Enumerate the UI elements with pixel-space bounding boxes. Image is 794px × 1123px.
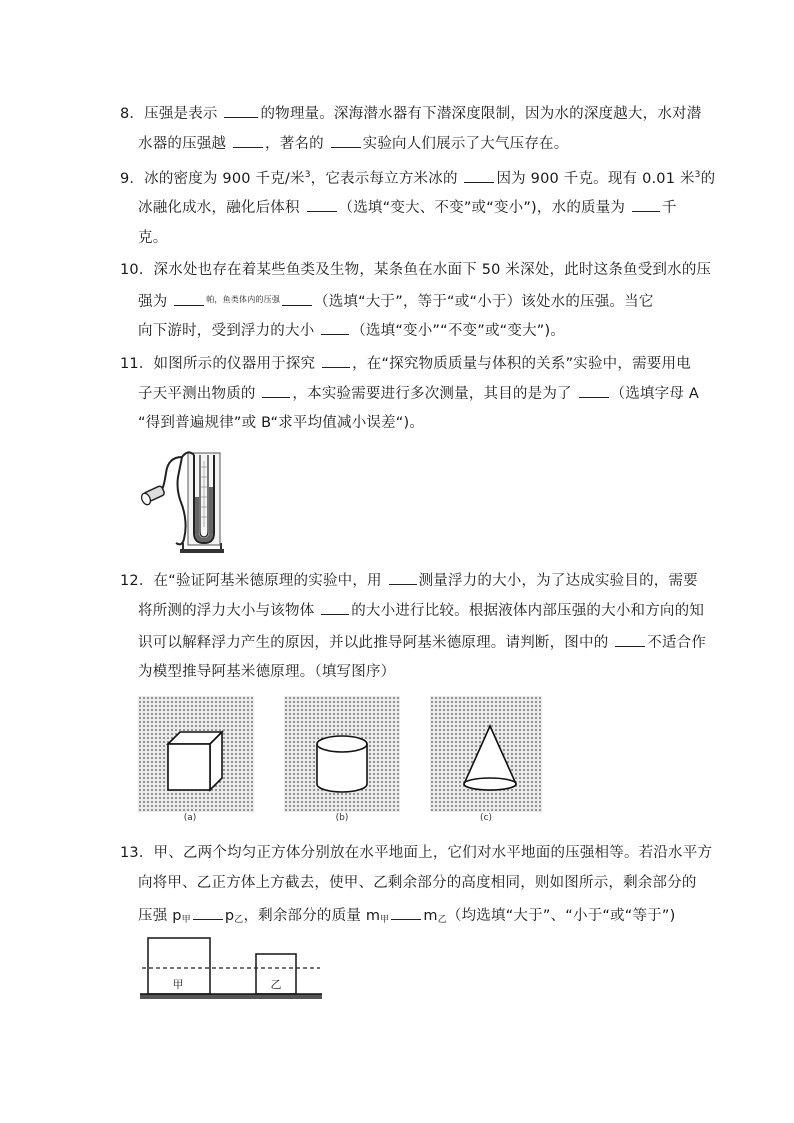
q9-line-3: 克。 (138, 230, 168, 246)
q12-line-2: 将所测的浮力大小与该物体 的大小进行比较。根据液体内部压强的大小和方向的知 (138, 600, 704, 621)
caption-c: (c) (480, 813, 492, 822)
answer-blank[interactable] (224, 103, 258, 118)
q10-line-3: 向下游时，受到浮力的大小 （选填“变小”“不变”或“变大”)。 (138, 320, 565, 341)
answer-blank[interactable] (389, 570, 417, 585)
answer-blank[interactable] (391, 905, 421, 920)
label-jia: 甲 (172, 978, 184, 991)
figure-panel-a (138, 696, 254, 822)
q11-line-3: “得到普遍规律”或 B“求平均值减小误差“)。 (138, 415, 425, 431)
q8-line-2: 水器的压强越 ，著名的 实验向人们展示了大气压存在。 (138, 133, 568, 154)
q12-line-1: 12．在“验证阿基米德原理的实验中，用 测量浮力的大小，为了达成实验目的，需要 (120, 570, 698, 591)
answer-blank[interactable] (632, 197, 660, 212)
figure-panel-c (430, 696, 542, 822)
q12-line-4: 为模型推导阿基米德原理。（填写图序） (138, 664, 396, 680)
cubes-figure (138, 934, 324, 1000)
answer-blank[interactable] (579, 383, 609, 398)
cube-figure (138, 696, 254, 822)
q9-line-1: 9．冰的密度为 900 千克/米$^3$，它表示每立方米冰的 因为 900 千克。现有 0.01 米$^3$的 (120, 170, 716, 187)
q13-line-1: 13．甲、乙两个均匀正方体分别放在水平地面上，它们对水平地面的压强相等。若沿水平方 (120, 845, 713, 861)
cylinder-figure (284, 696, 400, 822)
q10-line-2: 强为 $^{帕,鱼类体内的压强}$ （选填“大于”，等于“或“小于）该处水的压强。当它 (138, 290, 654, 312)
q12-line-3: 识可以解释浮力产生的原因，并以此推导阿基米德原理。请判断，图中的 不适合作 (138, 632, 706, 653)
answer-blank[interactable] (233, 133, 263, 148)
answer-blank[interactable] (322, 353, 350, 368)
q13-line-2: 向将甲、乙正方体上方截去，使甲、乙剩余部分的高度相同，则如图所示，剩余部分的 (138, 875, 697, 891)
manometer-figure (138, 447, 230, 557)
answer-blank[interactable] (193, 905, 223, 920)
caption-b: (b) (335, 813, 349, 822)
answer-blank[interactable] (321, 600, 349, 615)
q9-line-2: 冰融化成水，融化后体积 （选填“变大、不变”或“变小”)，水的质量为 千 (138, 197, 677, 218)
answer-blank[interactable] (331, 133, 361, 148)
caption-a: (a) (183, 813, 197, 822)
figure-panel-b (284, 696, 400, 822)
answer-blank[interactable] (615, 632, 645, 647)
answer-blank[interactable] (321, 320, 349, 335)
q10-line-1: 10．深水处也存在着某些鱼类及生物，某条鱼在水面下 50 米深处，此时这条鱼受到水的压 (120, 262, 712, 278)
answer-blank[interactable] (464, 168, 494, 183)
q11-line-1: 11．如图所示的仪器用于探究 ，在“探究物质质量与体积的关系”实验中，需要用电 (120, 353, 691, 374)
q11-line-2: 子天平测出物质的 ，本实验需要进行多次测量，其目的是为了 （选填字母 A (138, 383, 699, 404)
cone-figure (430, 696, 542, 822)
answer-blank[interactable] (282, 291, 312, 306)
answer-blank[interactable] (307, 197, 337, 212)
answer-blank[interactable] (174, 291, 204, 306)
q13-line-3: 压强 $p_甲$ $p_乙$，剩余部分的质量 $m_甲$ $m_乙$（均选填“大于”、“小于“或“等于”) (138, 905, 675, 930)
answer-blank[interactable] (262, 383, 290, 398)
label-yi: 乙 (270, 978, 282, 991)
q8-line-1: 8．压强是表示 的物理量。深海潜水器有下潜深度限制，因为水的深度越大，水对潜 (120, 103, 701, 124)
